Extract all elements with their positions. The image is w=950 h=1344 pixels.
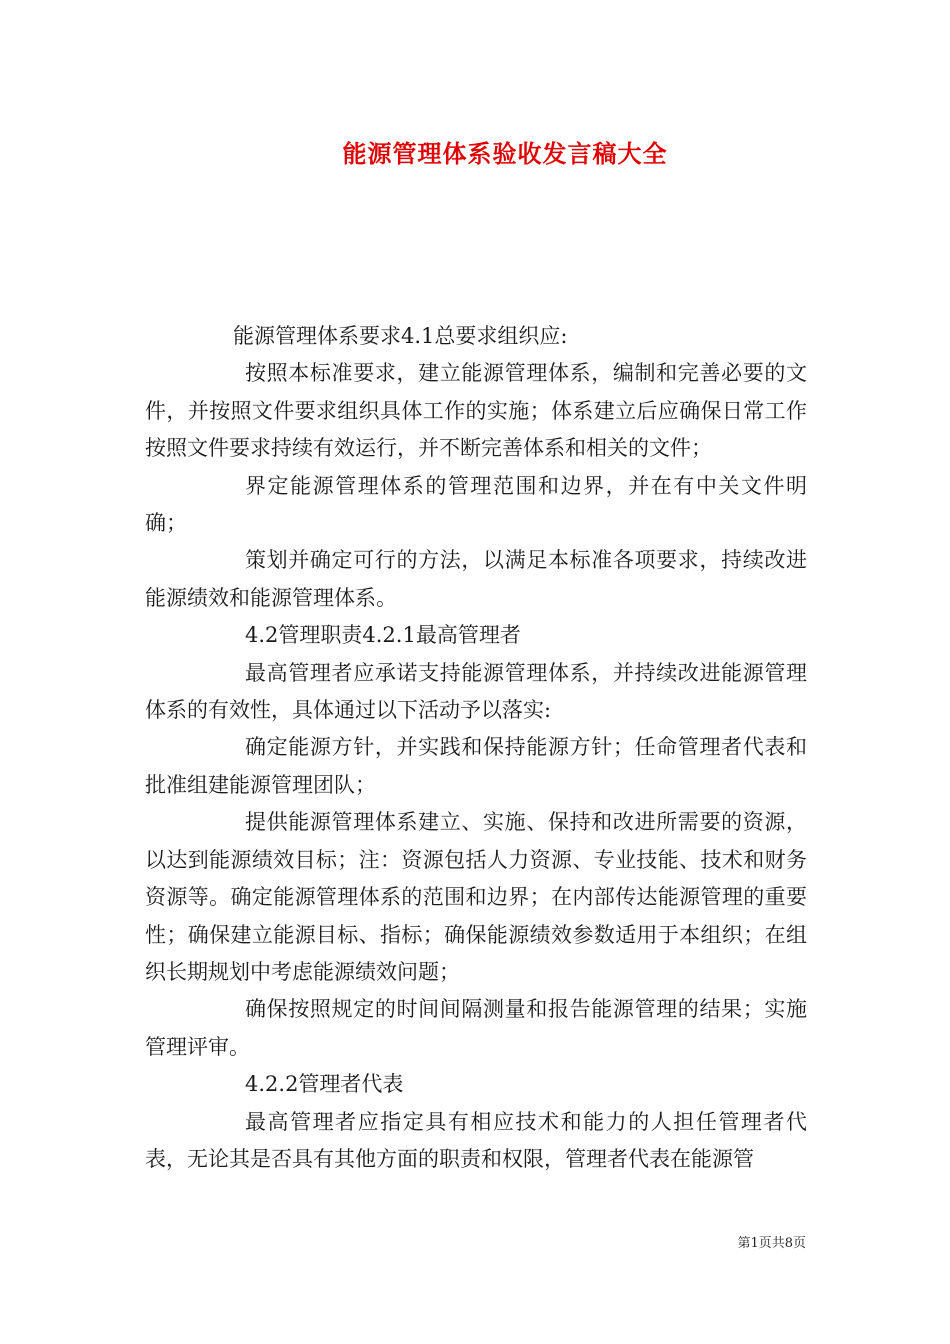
paragraph: 确定能源方针，并实践和保持能源方针；任命管理者代表和批准组建能源管理团队； [145,735,807,797]
section-heading: 4.2管理职责4.2.1最高管理者 [245,623,521,648]
document-body [145,318,807,1178]
document-title: 能源管理体系验收发言稿大全 [342,139,668,168]
paragraph: 能源管理体系要求4.1总要求组织应: [233,324,568,348]
paragraph: 提供能源管理体系建立、实施、保持和改进所需要的资源，以达到能源绩效目标；注：资源包括人力资源、专业技能、技术和财务资源等。确定能源管理体系的范围和边界；在内部传达能源管理的重要性；确保建立能源目标、指标；确保能源绩效参数适用于本组织；在组织长期规划中考虑能源绩效问题； [145,810,807,984]
paragraph: 最高管理者应承诺支持能源管理体系，并持续改进能源管理体系的有效性，具体通过以下活动予以落实: [145,660,807,723]
paragraph: 界定能源管理体系的管理范围和边界，并在有中关文件明确； [145,473,807,536]
paragraph: 确保按照规定的时间间隔测量和报告能源管理的结果；实施管理评审。 [145,997,807,1059]
page-number: 第1页共8页 [737,1236,806,1251]
section-heading: 4.2.2管理者代表 [245,1072,404,1097]
paragraph: 策划并确定可行的方法，以满足本标准各项要求，持续改进能源绩效和能源管理体系。 [145,548,807,610]
paragraph: 最高管理者应指定具有相应技术和能力的人担任管理者代表，无论其是否具有其他方面的职责和权限，管理者代表在能源管 [145,1109,807,1171]
paragraph: 按照本标准要求，建立能源管理体系，编制和完善必要的文件，并按照文件要求组织具体工作的实施；体系建立后应确保日常工作按照文件要求持续有效运行，并不断完善体系和相关的文件； [145,361,807,461]
